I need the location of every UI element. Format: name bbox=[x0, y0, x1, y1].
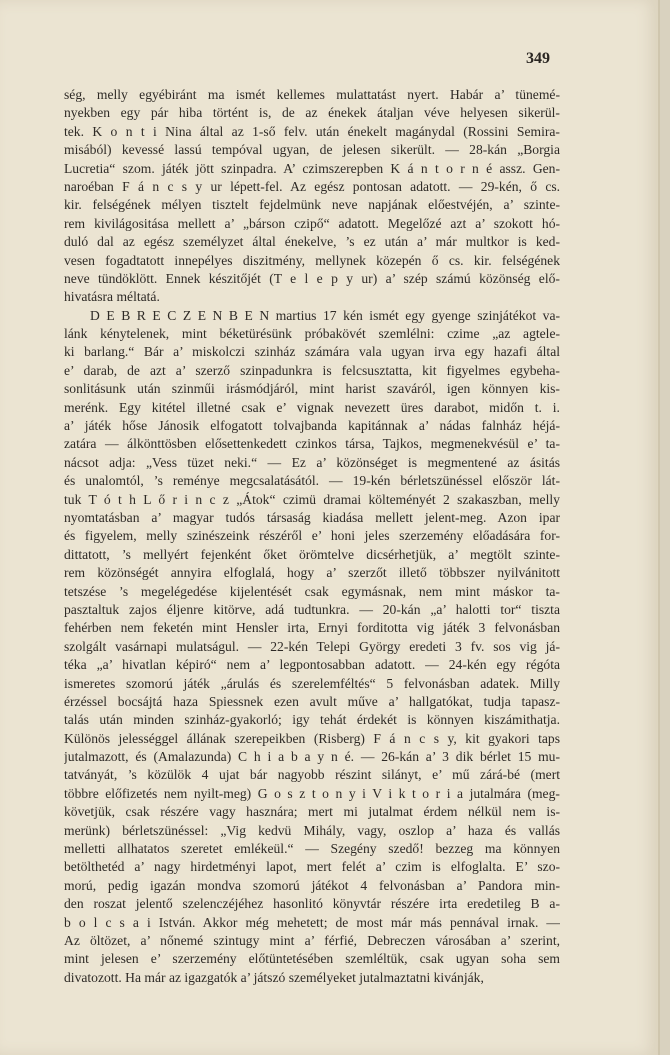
body-text bbox=[64, 86, 560, 987]
text-line: mint jelesen e’ szerzemény előtüntetésében szemléltük, csak ugyan soha sem bbox=[64, 951, 560, 967]
text-line: rem közönségét annyira elfoglalá, hogy a’ szerzőt illető többszer nyilvánitott bbox=[64, 565, 560, 581]
text-line: melletti allhatatos szeretet emlékeül.“ — Szegény szedő! bezzeg ma könnyen bbox=[64, 841, 560, 857]
text-line: kir. felségének mélyen tisztelt fejdelmünk neve napjának előestvéjén, a’ szinte- bbox=[64, 197, 560, 213]
text-line: ség, melly egyébiránt ma ismét kellemes mulattatást nyert. Habár a’ tünemé- bbox=[64, 87, 560, 102]
text-line: vesen fogadtatott innepélyes diszitmény, mellynek közepén ő cs. kir. felségének bbox=[64, 252, 560, 268]
text-line: duló dal az egész személyzet által énekelve, ’s ez után a’ már multkor is ked- bbox=[64, 234, 560, 250]
text-line: jutalmazott, és (Amalazunda) C h i a b a y n é. — 26-kán a’ 3 dik bérlet 15 mu- bbox=[64, 749, 560, 765]
text-line: merünk) bérletszünéssel: „Vig kedvü Mihály, vagy, oszlop a’ haza és vallás bbox=[64, 822, 560, 838]
text-line: morú, pedig igazán mondva szomorú játékot 4 felvonásban a’ Pandora min- bbox=[64, 877, 560, 893]
text-line: Az öltözet, a’ nőnemé szintugy mint a’ férfié, Debreczen városában a’ szerint, bbox=[64, 932, 560, 948]
text-line: a’ játék hőse Jánosik elfogatott tolvajbanda kapitánnak a’ nádas falnház héjá- bbox=[64, 418, 560, 434]
text-line: szolgált vasárnapi mulatságul. — 22-kén Telepi György eredeti 3 fv. sos vig já- bbox=[64, 638, 560, 654]
text-line: és figyelem, melly szinészeink részéről e’ honi jeles szerzemény előadására for- bbox=[64, 528, 560, 544]
text-line: talás után minden szinház-gyakorló; igy tehát érdekét is könnyen kiszámithatja. bbox=[64, 712, 560, 728]
text-line: merénk. Egy kitétel illetné csak e’ vignak nevezett üres darabot, midőn t. i. bbox=[64, 399, 560, 415]
text-line: Lucretia“ szom. játék jött szinpadra. A’ czimszerepben K á n t o r n é assz. Gen- bbox=[64, 160, 560, 176]
text-line: b o l c s a i István. Akkor még mehetett; de most már más pennával irnak. — bbox=[64, 914, 560, 930]
text-line: hivatásra méltatá. bbox=[64, 289, 160, 305]
text-line: dittatott, ’s mellyért fejenként őket örömtelve dicsérhetjük, a’ megtölt szinte- bbox=[64, 546, 560, 562]
text-line: pasztaltuk zajos éljenre kitörve, adá tudtunkra. — 20-kán „a’ halotti tor“ tiszta bbox=[64, 601, 560, 617]
text-line: D E B R E C Z E N B E N martius 17 kén ismét egy gyenge szinjátékot va- bbox=[90, 307, 560, 323]
text-line: téka „a’ hivatlan képiró“ nem a’ legpontosabban adatott. — 24-kén egy régóta bbox=[64, 657, 560, 673]
text-line: sonlitásunk után szinműi irásmódjáról, mint harist szaváról, igen könnyen kis- bbox=[64, 381, 560, 397]
text-line: neve tündöklött. Ennek készitőjét (T e l e p y ur) a’ szép számú közönség elő- bbox=[64, 270, 560, 286]
text-line: ismeretes szomorú játék „árulás és szerelemféltés“ 5 felvonásban adatek. Milly bbox=[64, 675, 560, 691]
text-line: fehérben nem feketén mint Hensler irta, Ernyi forditotta vig játék 3 felvonásban bbox=[64, 620, 560, 636]
text-line: e’ darab, de azt a’ szerző szinpadunkra is felcsusztatta, kit figyelmes egybeha- bbox=[64, 362, 560, 378]
text-line: követjük, csak részére vagy hasznára; mert mi jutalmat érdem nélkül nem is- bbox=[64, 804, 560, 820]
text-line: tetszése ’s megelégedése kijelentését csak egymásnak, nem mint máskor ta- bbox=[64, 583, 560, 599]
text-line: zatára — álkönttösben elősettenkedett czinkos társa, Tajkos, megmenekvésül e’ ta- bbox=[64, 436, 560, 452]
text-line: den roszat jelentő szelenczéjéhez hasonlitó könyvtár részére irta eredetileg B a- bbox=[64, 896, 560, 912]
text-line: nyomtatásban a’ magyar tudós társaság kiadása mellett jelent-meg. Azon ipar bbox=[64, 509, 560, 525]
text-line: nyekben egy pár hiba történt is, de az énekek átaljan véve helyesen sikerül- bbox=[64, 105, 560, 121]
text-line: nácsot adja: „Vess tüzet neki.“ — Ez a’ közönséget is megmentené az ásitás bbox=[64, 454, 560, 470]
text-line: naroéban F á n c s y ur lépett-fel. Az egész pontosan adatott. — 29-kén, ő cs. bbox=[64, 178, 560, 194]
text-line: lánk kénytelenek, mint béketürésünk próbakövét szemlélni: czime „az agtele- bbox=[64, 326, 560, 342]
text-line: divatozott. Ha már az igazgatók a’ játszó személyeket jutalmaztatni kivánják, bbox=[64, 969, 484, 985]
text-line: érzéssel bocsájtá haza Spiessnek ezen avult műve a’ hallgatókat, tudja tapasz- bbox=[64, 693, 560, 709]
text-line: betölthetéd a’ nagy hirdetményi lapot, mert felét a’ czim is elfoglalta. E’ szo- bbox=[64, 859, 560, 875]
text-line: rem kivilágositása mellett a’ „bárson czipő“ adatott. Megelőzé azt a’ szokott hó- bbox=[64, 215, 560, 231]
text-line: tatványát, ’s közülök 4 ujat bár nagyobb részint silányt, e’ mű zárá-bé (mert bbox=[64, 767, 560, 783]
page-number: 349 bbox=[526, 50, 550, 67]
text-line: és unalomtól, ’s reménye megcsalatásától. — 19-kén bérletszünéssel először lát- bbox=[64, 473, 560, 489]
text-line: ki barlang.“ Bár a’ miskolczi szinház számára vala ugyan irva egy hazafi által bbox=[64, 344, 560, 360]
text-line: tuk T ó t h L ő r i n c z „Átok“ czimü dramai költeményét 2 szakaszban, melly bbox=[64, 491, 560, 507]
text-line: misából) kevessé lassú tempóval ugyan, de jelesen sikerült. — 28-kán „Borgia bbox=[64, 142, 560, 158]
text-line: többre előfizetés nem nyilt-meg) G o s z t o n y i V i k t o r i a jutalmára (meg- bbox=[64, 785, 560, 801]
text-line: Különös jelességgel állának szerepeikben (Risberg) F á n c s y, kit gyakori taps bbox=[64, 730, 560, 746]
text-line: tek. K o n t i Nina által az 1-ső felv. után énekelt magánydal (Rossini Semira- bbox=[64, 123, 560, 139]
